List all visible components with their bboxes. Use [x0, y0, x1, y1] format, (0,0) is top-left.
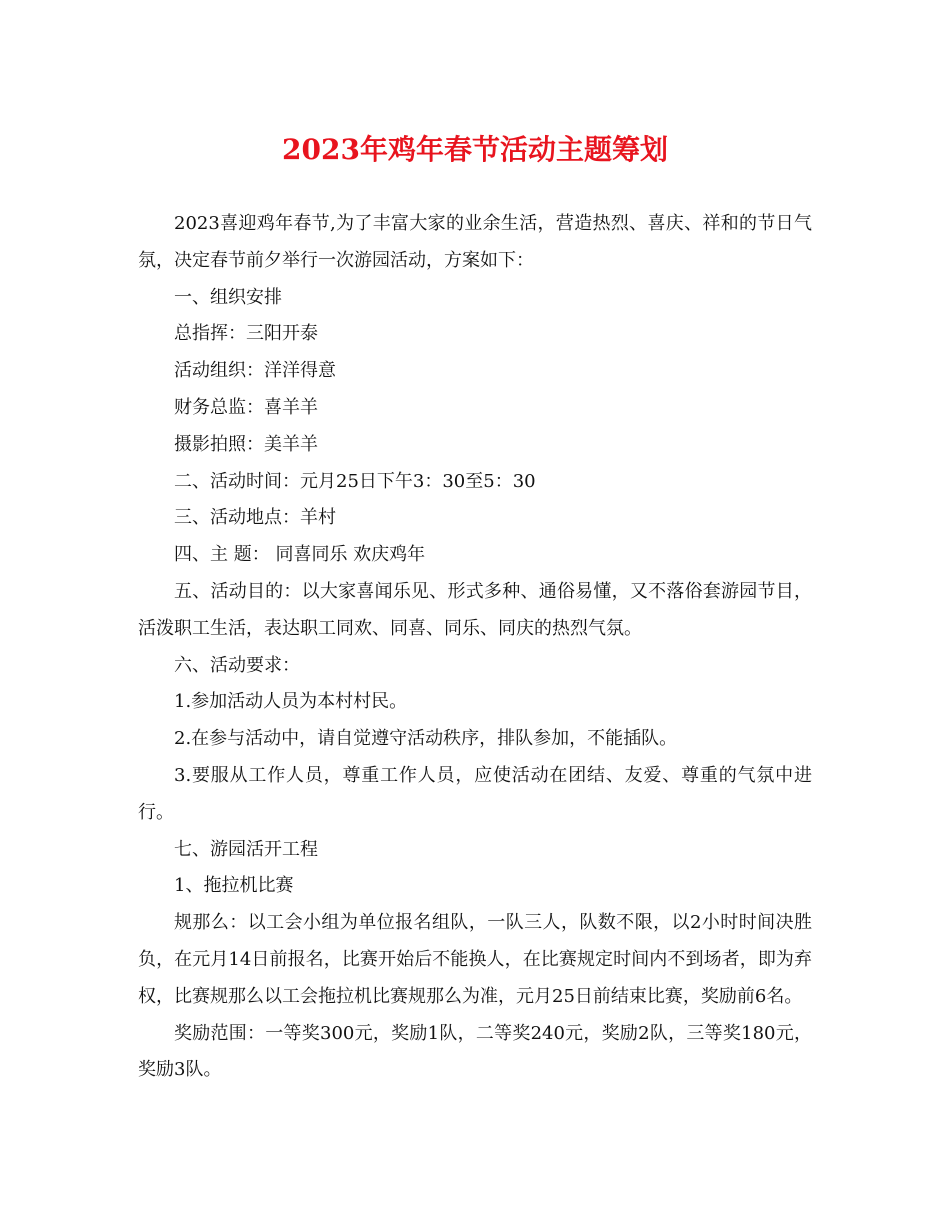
paragraph-requirement-3: 3.要服从工作人员，尊重工作人员，应使活动在团结、友爱、尊重的气氛中进行。 [138, 764, 812, 823]
document-title: 2023年鸡年春节活动主题筹划 [282, 133, 668, 166]
paragraph-intro: 2023喜迎鸡年春节,为了丰富大家的业余生活，营造热烈、喜庆、祥和的节日气氛，决定春节前夕举行一次游园活动，方案如下： [138, 213, 812, 271]
paragraph-rules: 规那么：以工会小组为单位报名组队，一队三人，队数不限，以2小时时间决胜负，在元月14日前报名，比赛开始后不能换人，在比赛规定时间内不到场者，即为弃权，比赛规那么以工会拖拉机比赛规那么为准，元月25日前结束比赛，奖励前6名。 [138, 912, 812, 1007]
paragraph-section-1: 一、组织安排 [174, 286, 282, 308]
paragraph-requirement-1: 1.参加活动人员为本村村民。 [174, 691, 408, 713]
paragraph-finance: 财务总监：喜羊羊 [174, 396, 318, 418]
paragraph-photography: 摄影拍照：美羊羊 [174, 433, 318, 455]
paragraph-tractor-race: 1、拖拉机比赛 [174, 875, 294, 897]
paragraph-location: 三、活动地点：羊村 [174, 507, 336, 529]
paragraph-requirement-2: 2.在参与活动中，请自觉遵守活动秩序，排队参加，不能插队。 [174, 728, 678, 750]
paragraph-requirements: 六、活动要求： [174, 654, 300, 676]
paragraph-theme: 四、主 题： 同喜同乐 欢庆鸡年 [174, 544, 426, 566]
paragraph-commander: 总指挥：三阳开泰 [174, 323, 318, 345]
paragraph-awards: 奖励范围：一等奖300元，奖励1队，二等奖240元，奖励2队，三等奖180元，奖励3队。 [138, 1022, 812, 1081]
paragraph-organizer: 活动组织：洋洋得意 [174, 360, 336, 382]
paragraph-time: 二、活动时间：元月25日下午3：30至5：30 [174, 470, 536, 492]
paragraph-purpose: 五、活动目的：以大家喜闻乐见、形式多种、通俗易懂，又不落俗套游园节目，活泼职工生活，表达职工同欢、同喜、同乐、同庆的热烈气氛。 [138, 580, 812, 639]
paragraph-section-7: 七、游园活开工程 [174, 838, 318, 860]
document-body [138, 206, 812, 1089]
